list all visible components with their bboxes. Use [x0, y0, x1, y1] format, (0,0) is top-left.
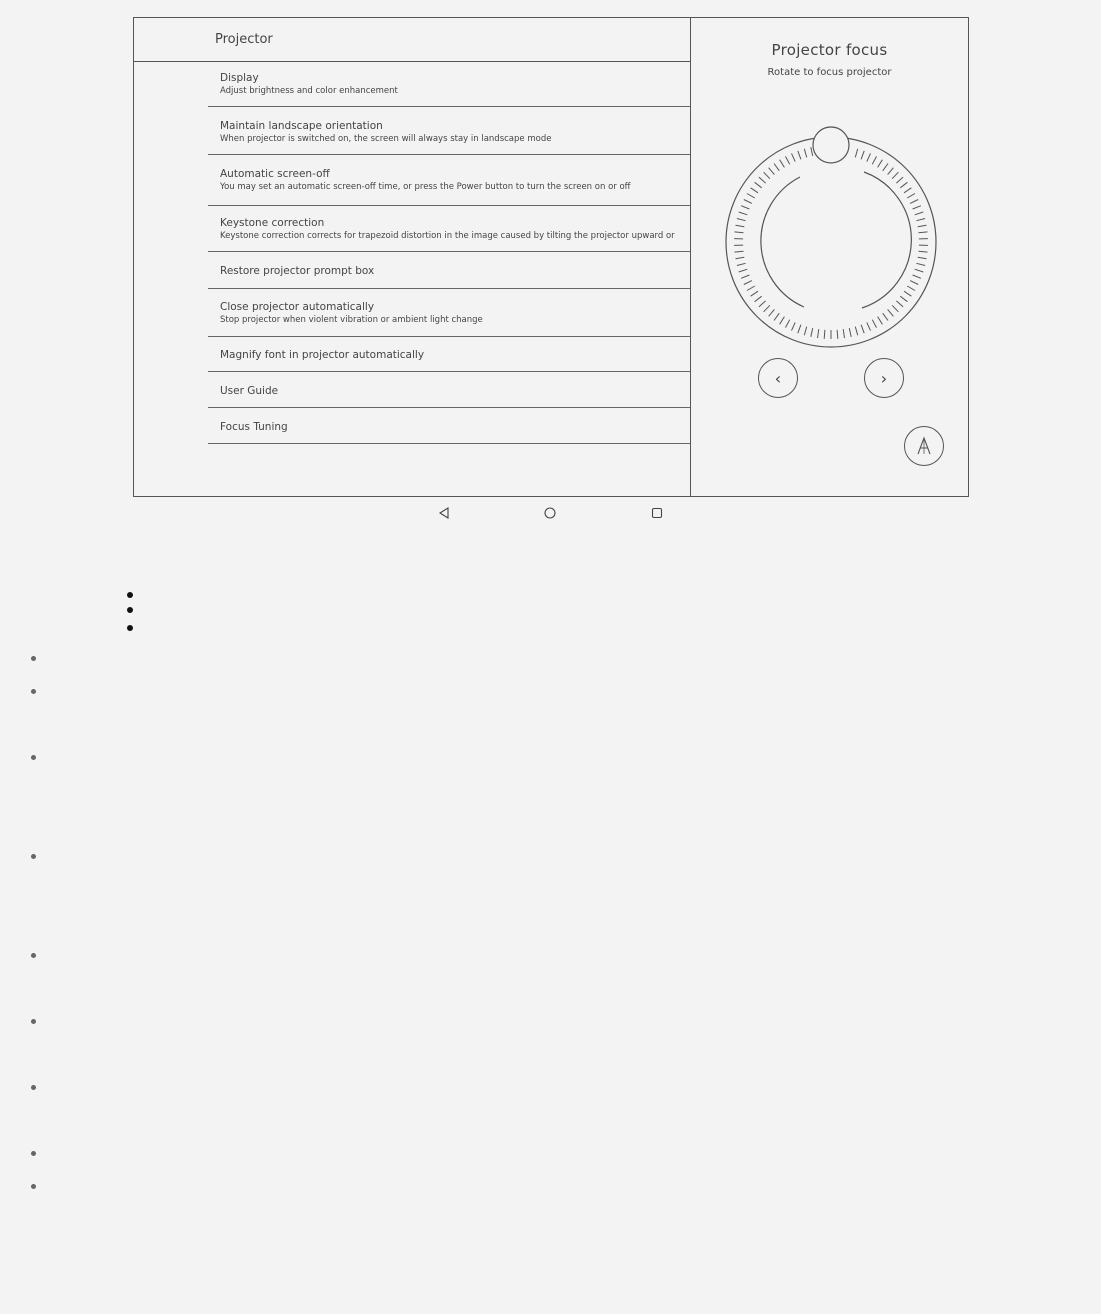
dial-tick [736, 225, 745, 227]
dial-tick [804, 327, 806, 336]
dial-tick [907, 286, 915, 291]
setting-keystone-correction[interactable] [208, 206, 691, 252]
dial-tick [755, 296, 762, 302]
auto-focus-button[interactable] [904, 426, 944, 466]
dial-tick [774, 164, 779, 171]
dial-tick [904, 291, 911, 296]
dial-tick [915, 212, 924, 215]
dial-tick [739, 269, 748, 272]
list-bullet [127, 592, 133, 598]
setting-title: Maintain landscape orientation [220, 120, 383, 132]
dial-tick [872, 156, 876, 164]
dial-tick [751, 291, 758, 296]
dial-tick [764, 305, 770, 312]
settings-list [208, 62, 691, 444]
list-bullet [31, 854, 36, 859]
dial-tick [804, 149, 806, 158]
home-icon [543, 506, 557, 520]
dial-tick [735, 232, 744, 233]
dial-tick [798, 151, 801, 160]
setting-title: User Guide [220, 385, 279, 397]
dial-tick [878, 317, 883, 325]
dial-tick [916, 219, 925, 221]
list-bullet [31, 1085, 36, 1090]
dial-tick [892, 172, 898, 179]
dial-tick [780, 160, 785, 168]
dial-tick [769, 309, 775, 316]
dial-tick [759, 177, 766, 183]
dial-tick [910, 281, 918, 285]
page-title: Projector [215, 32, 273, 47]
dial-ticks [734, 145, 928, 339]
dial-tick [798, 325, 801, 334]
dial-tick [900, 182, 907, 188]
home-button[interactable] [542, 505, 558, 521]
dial-tick [888, 309, 894, 316]
dial-tick [861, 325, 864, 334]
list-bullet [127, 625, 133, 631]
setting-subtitle: Adjust brightness and color enhancement [220, 86, 398, 96]
dial-tick [737, 263, 746, 265]
list-bullet [31, 1151, 36, 1156]
dial-tick [919, 232, 928, 233]
dial-tick [896, 177, 903, 183]
auto-focus-icon [913, 435, 935, 457]
setting-title: Automatic screen-off [220, 168, 330, 180]
focus-panel-title: Projector focus [771, 41, 888, 59]
setting-title: Display [220, 72, 259, 84]
dial-tick [780, 317, 785, 325]
setting-subtitle: When projector is switched on, the screen will always stay in landscape mode [220, 134, 552, 144]
setting-landscape-orientation[interactable] [208, 107, 691, 155]
dial-tick [919, 251, 928, 252]
dial-tick [736, 257, 745, 259]
dial-tick [855, 327, 857, 336]
setting-restore-prompt[interactable] [208, 252, 691, 289]
projector-screen [133, 17, 969, 497]
dial-tick [769, 168, 775, 175]
dial-tick [867, 153, 871, 161]
back-button[interactable] [436, 505, 452, 521]
dial-tick [913, 206, 921, 209]
dial-tick [792, 322, 796, 330]
dial-tick [744, 200, 752, 204]
dial-inner-arc-left [761, 177, 804, 307]
dial-tick [904, 188, 911, 193]
dial-tick [918, 225, 927, 227]
dial-tick [764, 172, 770, 179]
setting-subtitle: Stop projector when violent vibration or ambient light change [220, 315, 483, 325]
list-bullet [31, 755, 36, 760]
dial-tick [867, 322, 871, 330]
list-bullet [31, 656, 36, 661]
list-bullet [31, 1019, 36, 1024]
dial-tick [774, 313, 779, 320]
dial-tick [837, 330, 838, 339]
dial-knob[interactable] [813, 127, 849, 163]
dial-tick [747, 194, 755, 199]
dial-tick [735, 251, 744, 252]
setting-title: Magnify font in projector automatically [220, 349, 425, 361]
dial-tick [818, 329, 819, 338]
focus-next-button[interactable] [864, 358, 904, 398]
dial-tick [792, 153, 796, 161]
dial-tick [741, 206, 749, 209]
dial-tick [872, 320, 876, 328]
setting-screen-off[interactable] [208, 155, 691, 206]
recents-icon [650, 506, 664, 520]
dial-tick [824, 330, 825, 339]
dial-tick [916, 263, 925, 265]
list-bullet [31, 953, 36, 958]
dial-tick [843, 329, 844, 338]
back-icon [437, 506, 451, 520]
settings-header [134, 18, 691, 62]
setting-display[interactable] [208, 62, 691, 107]
focus-dial[interactable] [724, 124, 938, 350]
list-bullet [31, 1184, 36, 1189]
dial-tick [883, 164, 888, 171]
dial-tick [907, 194, 915, 199]
setting-magnify-font[interactable] [208, 337, 691, 372]
dial-tick [883, 313, 888, 320]
setting-user-guide[interactable] [208, 372, 691, 408]
list-bullet [127, 607, 133, 613]
dial-tick [915, 269, 924, 272]
dial-tick [849, 328, 851, 337]
dial-tick [747, 286, 755, 291]
dial-tick [900, 296, 907, 302]
chevron-right-icon: › [880, 368, 888, 388]
dial-tick [811, 328, 813, 337]
dial-tick [739, 212, 748, 215]
dial-tick [918, 257, 927, 259]
dial-tick [759, 301, 766, 307]
setting-close-automatically[interactable] [208, 289, 691, 337]
dial-tick [892, 305, 898, 312]
navigation-bar [0, 505, 1101, 523]
dial-tick [855, 149, 857, 158]
focus-prev-button[interactable] [758, 358, 798, 398]
focus-panel [690, 18, 968, 496]
focus-panel-subtitle: Rotate to focus projector [767, 67, 892, 78]
dial-tick [878, 160, 883, 168]
dial-tick [861, 151, 864, 160]
setting-title: Restore projector prompt box [220, 265, 375, 277]
dial-tick [888, 168, 894, 175]
list-bullet [31, 689, 36, 694]
dial-tick [744, 281, 752, 285]
dial-tick [786, 156, 790, 164]
setting-title: Close projector automatically [220, 301, 375, 313]
recents-button[interactable] [649, 505, 665, 521]
dial-tick [751, 188, 758, 193]
dial-tick [896, 301, 903, 307]
dial-tick [910, 200, 918, 204]
dial-tick [786, 320, 790, 328]
dial-tick [755, 182, 762, 188]
dial-tick [741, 275, 749, 278]
dial-tick [737, 219, 746, 221]
setting-title: Keystone correction [220, 217, 325, 229]
setting-focus-tuning[interactable] [208, 408, 691, 444]
dial-tick [913, 275, 921, 278]
dial-tick [811, 147, 813, 156]
setting-title: Focus Tuning [220, 421, 288, 433]
setting-subtitle: You may set an automatic screen-off time, or press the Power button to turn the screen on or off [220, 182, 631, 192]
dial-outer-ring [726, 137, 936, 347]
chevron-left-icon: ‹ [774, 368, 782, 388]
setting-subtitle: Keystone correction corrects for trapezoid distortion in the image caused by tilting the projector upward or [220, 231, 675, 241]
